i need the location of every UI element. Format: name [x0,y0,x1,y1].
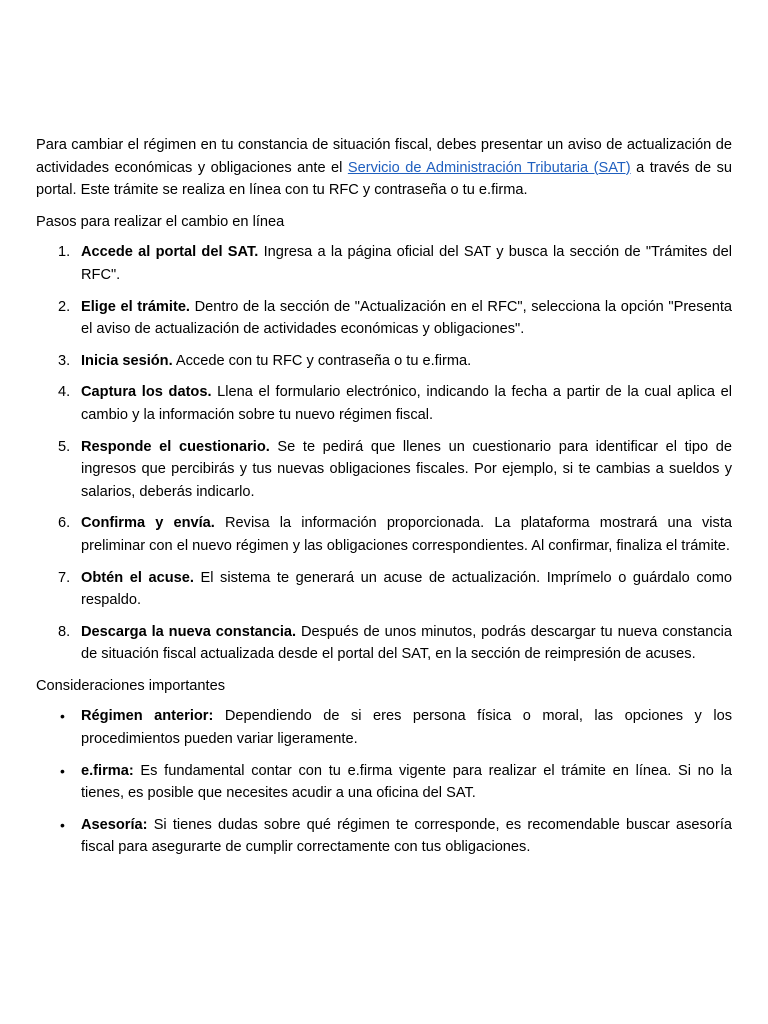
bullet-icon: • [60,708,65,725]
step-text: Accede con tu RFC y contraseña o tu e.firma. [172,352,472,369]
consideration-text: Si tienes dudas sobre qué régimen te corresponde, es recomendable buscar asesoría fiscal para asegurarte de cumplir correctamente con tus obligaciones. [81,816,732,856]
intro-paragraph [36,134,732,202]
step-number: 7. [58,569,71,586]
step-title: Inicia sesión. [81,352,173,369]
step-item [36,241,732,286]
sat-link[interactable]: Servicio de Administración Tributaria (SAT) [347,159,631,176]
step-item [36,296,732,341]
consideration-text: Es fundamental contar con tu e.firma vigente para realizar el trámite en línea. Si no la tienes, es posible que necesites acudir a una oficina del SAT. [81,762,732,802]
step-title: Descarga la nueva constancia. [81,623,297,640]
consideration-item [36,760,732,805]
step-item [36,350,732,373]
step-number: 2. [58,298,71,315]
step-title: Accede al portal del SAT. [81,244,259,261]
bullet-icon: • [60,816,65,833]
consideration-text: Dependiendo de si eres persona física o moral, las opciones y los procedimientos pueden variar ligeramente. [81,708,732,748]
step-text: Dentro de la sección de "Actualización en el RFC", selecciona la opción "Presenta el aviso de actualización de actividades económicas y obligaciones". [81,298,733,338]
step-number: 3. [58,352,71,369]
step-text: Revisa la información proporcionada. La plataforma mostrará una vista preliminar con el nuevo régimen y las obligaciones correspondientes. Al confirmar, finaliza el trámite. [81,515,733,554]
bullet-icon: • [60,762,65,779]
intro-text-before-link: Para cambiar el régimen en tu constancia de situación fiscal, debes presentar un aviso de actualización de actividades económicas y obligaciones ante el [36,137,732,176]
consideration-title: e.firma: [81,762,134,779]
consideration-title: Asesoría: [81,816,148,833]
step-text: Llena el formulario electrónico, indicando la fecha a partir de la cual aplica el cambio y la información sobre tu nuevo régimen fiscal. [81,384,732,423]
step-text: El sistema te generará un acuse de actualización. Imprímelo o guárdalo como respaldo. [81,569,732,609]
step-number: 1. [58,244,71,261]
step-title: Captura los datos. [81,384,212,401]
step-item [36,436,732,504]
step-title: Responde el cuestionario. [81,438,270,455]
intro-text-after-link: a través de su portal. Este trámite se realiza en línea con tu RFC y contraseña o tu e.firma. [36,159,733,199]
step-text: Ingresa a la página oficial del SAT y busca la sección de "Trámites del RFC". [81,244,732,283]
step-item [36,567,732,612]
considerations-list [36,705,732,859]
step-number: 4. [58,384,71,401]
steps-heading: Pasos para realizar el cambio en línea [36,213,285,230]
step-title: Obtén el acuse. [81,569,194,586]
step-text: Se te pedirá que llenes un cuestionario para identificar el tipo de ingresos que percibirás y tus nuevas obligaciones fiscales. Por ejemplo, si te cambias a sueldos y salarios, deberás indicarlo. [81,438,733,500]
step-title: Confirma y envía. [81,515,215,532]
consideration-item [36,705,732,750]
step-number: 5. [58,438,71,455]
step-number: 6. [58,515,71,532]
consideration-title: Régimen anterior: [81,708,214,725]
step-text: Después de unos minutos, podrás descargar tu nueva constancia de situación fiscal actualizada desde el portal del SAT, en la sección de reimpresión de acuses. [81,623,732,663]
step-item [36,381,732,426]
considerations-heading: Consideraciones importantes [36,677,226,694]
step-number: 8. [58,623,71,640]
steps-list [36,241,732,666]
consideration-item [36,814,732,859]
step-title: Elige el trámite. [81,298,190,315]
step-item [36,512,732,557]
step-item [36,621,732,666]
